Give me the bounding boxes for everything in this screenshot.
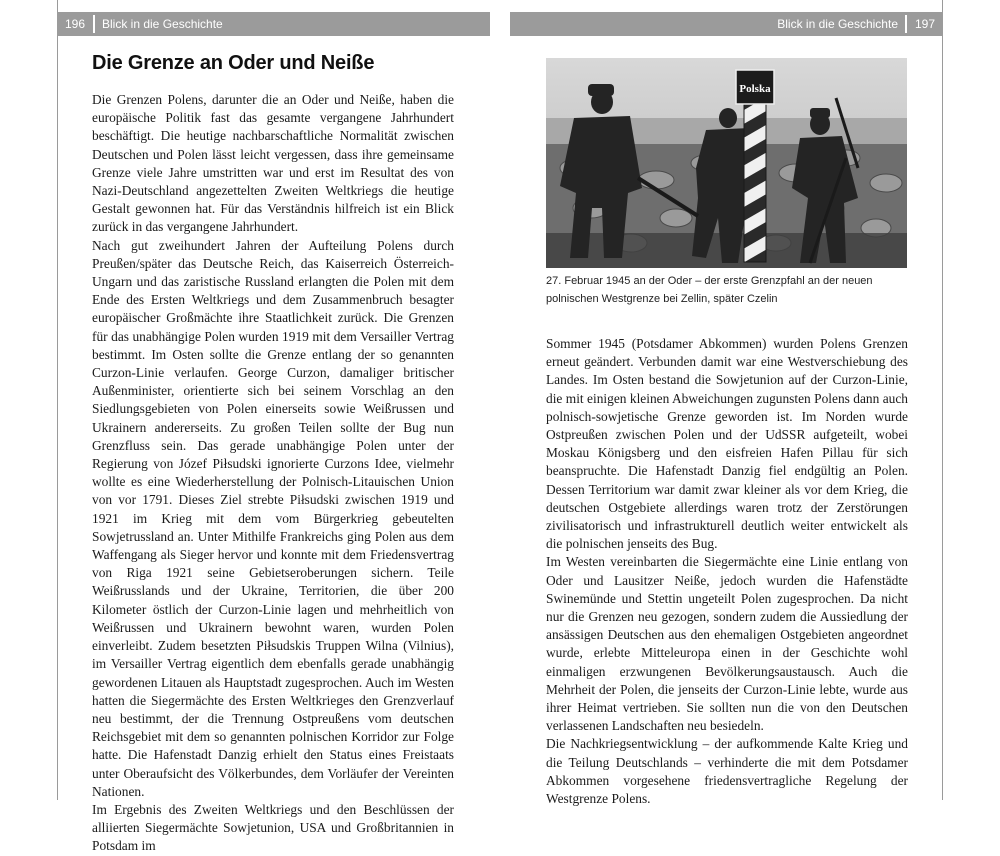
article-title: Die Grenze an Oder und Neiße [92,52,375,74]
right-page-number: 197 [914,17,936,31]
right-header-title: Blick in die Geschichte [777,17,898,31]
left-text-column [92,91,454,856]
right-text-column [546,335,908,808]
historical-photo [546,58,907,268]
paragraph: Die Grenzen Polens, darunter die an Oder und Neiße, haben die europäische Politik fast das gesamte vergangene Jahrhundert beschäftigt. Die heutige nachbarschaftliche Normalität zwischen Deutschen und Polen lässt leicht vergessen, dass ihre gemeinsame Grenze viele Jahre umstritten war und erst im Resultat des von Nazi-Deutschland angezettelten Zweiten Weltkriegs die heutige Gestalt gewonnen hat. Für das Verständnis hilfreich ist ein Blick zurück in das vergangene Jahrhundert. [92,92,454,235]
left-running-header [57,12,490,36]
paragraph: Nach gut zweihundert Jahren der Aufteilung Polens durch Preußen/später das Deutsche Reich, das Kaiserreich Österreich-Ungarn und das zaristische Russland erlangten die Polen mit dem Ende des Ersten Weltkriegs und dem Zusammenbruch besagter europäischer Großmächte ihre Staatlichkeit zurück. Die Grenzen für das unabhängige Polen wurden 1919 mit dem Versailler Vertrag bestimmt. Im Osten sollte die Grenze entlang der so genannten Curzon-Linie verlaufen. George Curzon, damaliger britischer Außenminister, orientierte sich bei seinem Vorschlag an den Siedlungsgebieten von Polen einerseits sowie Weißrussen und Ukrainern andererseits. Zu großen Teilen sollte der Bug nun Grenzfluss sein. Das gerade unabhängige Polen unter der Regierung von Józef Piłsudski ignorierte Curzons Idee, vielmehr wollte es eine Wiederherstellung der Polnisch-Litauischen Union von vor 1791. Dieses Ziel strebte Piłsudski zwischen 1919 und 1921 im Krieg mit dem vom Bürgerkrieg gebeutelten Sowjetrussland an. Unter Mithilfe Frankreichs ging Polen aus dem Waffengang als Sieger hervor und konnte mit dem Friedensvertrag von Riga 1921 seine Gebietseroberungen sichern. Teile Weißrusslands und der Ukraine, Territorien, die über 200 Kilometer östlich der Curzon-Linie lagen und mehrheitlich von Weißrussen und Ukrainern bewohnt waren, wurden Polen einverleibt. Zudem besetzten Piłsudskis Truppen Wilna (Vilnius), im Versailler Vertrag eigentlich dem ebenfalls gerade unabhängig gewordenen Litauen als Hauptstadt zugesprochen. Auch im Westen hatten die Siegermächte des Ersten Weltkrieges den Grenzverlauf neu bestimmt, der die Trennung Ostpreußens vom deutschen Reichsgebiet mit dem so genannten polnischen Korridor zur Folge hatte. Die Hafenstadt Danzig erhielt den Status eines Freistaats unter Oberaufsicht des Völkerbundes, dem Vorläufer der Vereinten Nationen. [92,237,454,799]
paragraph: Im Ergebnis des Zweiten Weltkriegs und den Beschlüssen der alliierten Siegermächte Sowjetunion, USA und Großbritannien in Potsdam im [92,801,454,854]
photo-caption: 27. Februar 1945 an der Oder – der erste Grenzpfahl an der neuen polnischen Westgrenze bei Zellin, später Czelin [546,275,873,305]
photo-illustration [546,58,907,268]
paragraph: Die Nachkriegsentwicklung – der aufkommende Kalte Krieg und die Teilung Deutschlands – verhinderte die mit dem Potsdamer Abkommen vorgesehene friedensvertragliche Regelung der Westgrenze Polens. [546,736,908,807]
polska-sign-text: Polska [739,83,771,95]
paragraph: Sommer 1945 (Potsdamer Abkommen) wurden Polens Grenzen erneut geändert. Verbunden damit war eine Westverschiebung des Landes. Im Osten bestand die Sowjetunion auf der Curzon-Linie, die mit einigen kleinen Abweichungen zugunsten Polens dann auch polnisch-sowjetische Grenze geworden ist. Im Norden wurde Ostpreußen zwischen Polen und der UdSSR aufgeteilt, wobei Moskau Königsberg und den eisfreien Hafen Pillau für sich beanspruchte. Die Hafenstadt Danzig fiel endgültig an Polen. Dessen Territorium war damit zwar kleiner als vor dem Krieg, die deutschen Ostgebiete allerdings waren trotz der Zerstörungen zivilisatorisch und infrastrukturell deutlich weiter entwickelt als die polnischen jenseits des Bug. [546,336,908,552]
left-header-title: Blick in die Geschichte [102,17,223,31]
left-page-number: 196 [64,17,86,31]
paragraph: Im Westen vereinbarten die Siegermächte eine Linie entlang von Oder und Lausitzer Neiße, jedoch wurden die Hafenstädte Swinemünde und Stettin ungeteilt Polen zugesprochen. Da nicht nur die Grenzen neu gezogen, sondern zudem die Aussiedlung der ansässigen Deutschen aus den ehemaligen Ostgebieten angeordnet wurde, erlebte Mitteleuropa einen in der Geschichte wohl einmaligen erzwungenen Bevölkerungsaustausch. Auch die Mehrheit der Polen, die jenseits der Curzon-Linie lebte, wurde aus ihrer Heimat vertrieben. Sie sollten nun die von den Deutschen verlassenen Landschaften neu besiedeln. [546,554,908,734]
right-running-header [510,12,943,36]
header-separator [93,15,95,33]
